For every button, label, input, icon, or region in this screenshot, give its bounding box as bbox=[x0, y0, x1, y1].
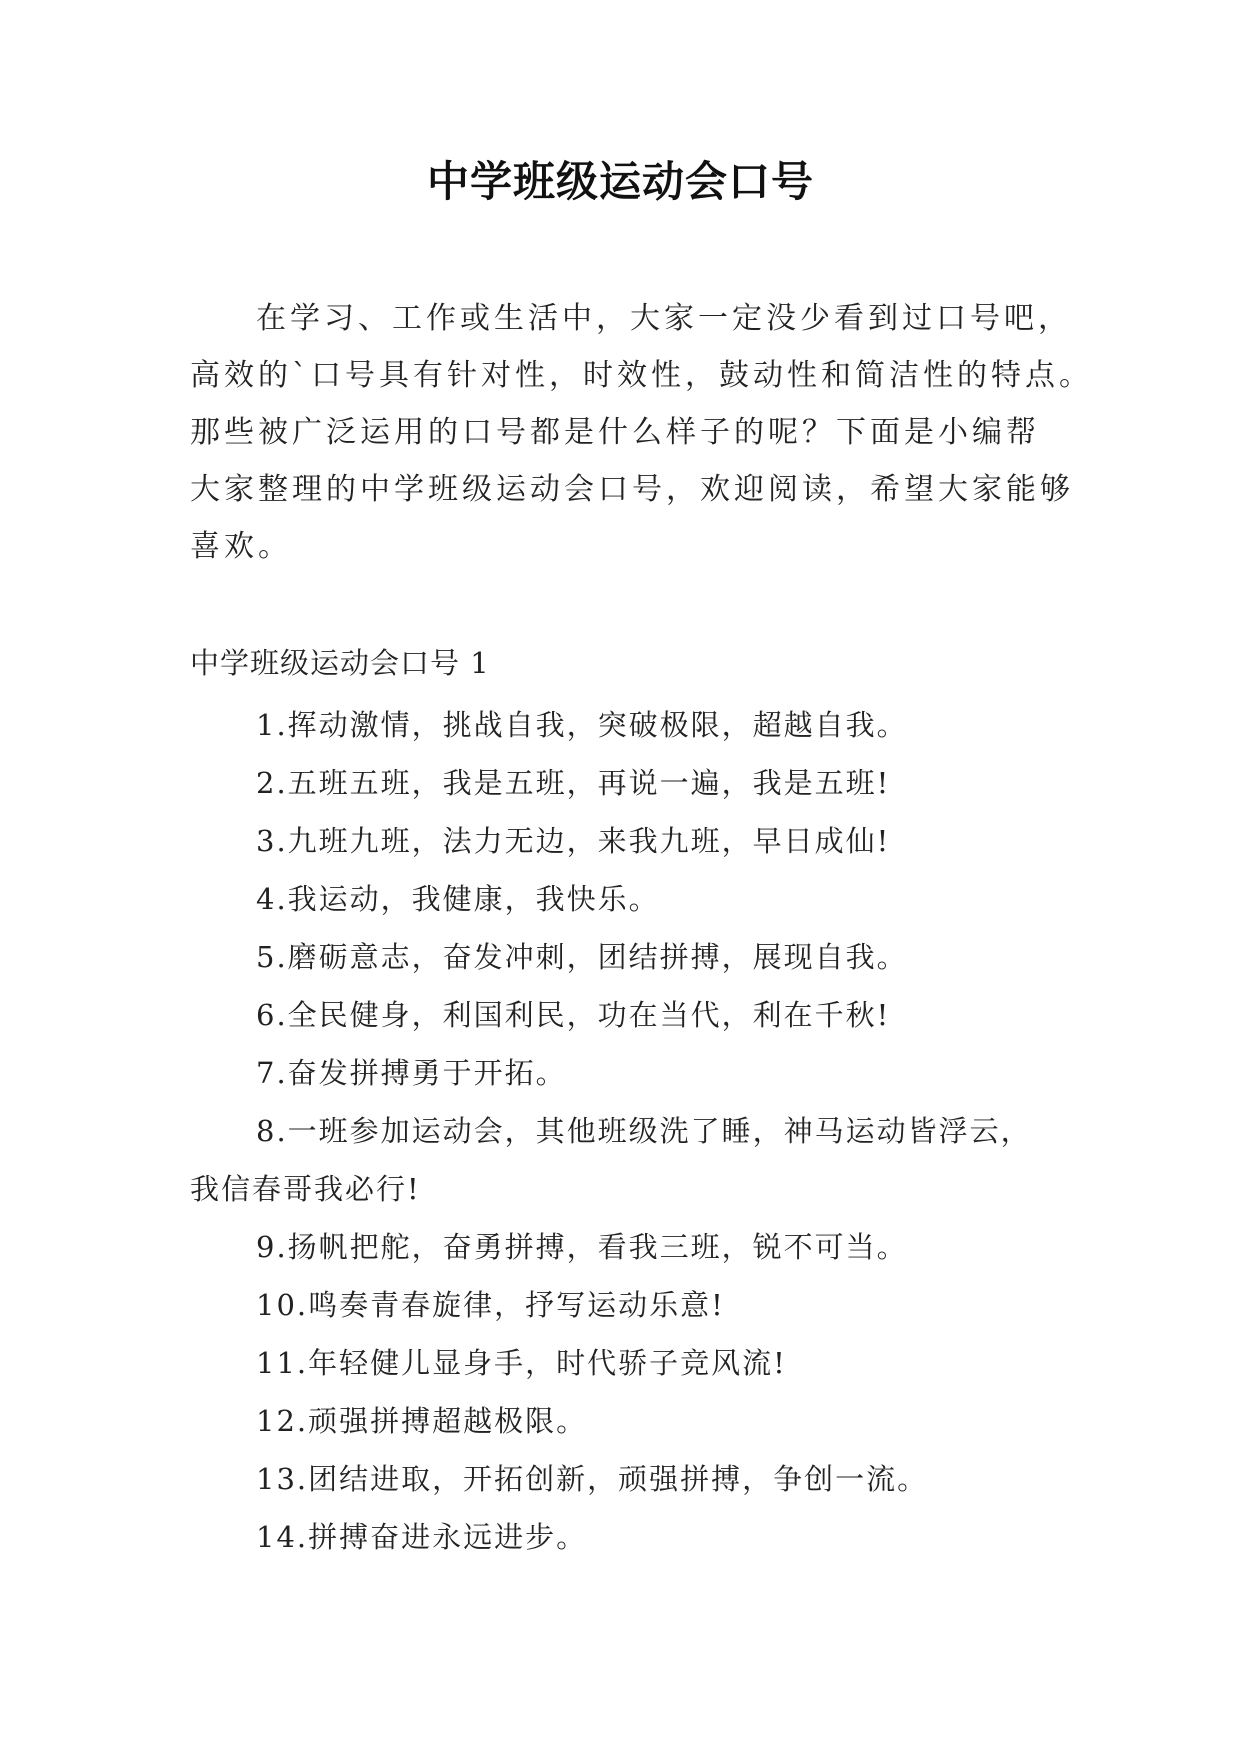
slogan-item: 11.年轻健儿显身手，时代骄子竞风流! bbox=[256, 1346, 787, 1380]
intro-paragraph bbox=[190, 290, 1093, 575]
intro-line: 在学习、工作或生活中，大家一定没少看到过口号吧， bbox=[256, 301, 1072, 336]
slogan-item: 2.五班五班，我是五班，再说一遍，我是五班! bbox=[256, 766, 891, 800]
slogan-item: 10.鸣奏青春旋律，抒写运动乐意! bbox=[256, 1288, 725, 1322]
intro-line: 那些被广泛运用的口号都是什么样子的呢？下面是小编帮 bbox=[190, 415, 1040, 450]
slogan-item: 7.奋发拼搏勇于开拓。 bbox=[256, 1056, 567, 1090]
slogan-item: 13.团结进取，开拓创新，顽强拼搏，争创一流。 bbox=[256, 1462, 929, 1496]
slogan-item: 5.磨砺意志，奋发冲刺，团结拼搏，展现自我。 bbox=[256, 940, 908, 974]
slogan-item: 4.我运动，我健康，我快乐。 bbox=[256, 882, 660, 916]
slogan-item: 9.扬帆把舵，奋勇拼搏，看我三班，锐不可当。 bbox=[256, 1230, 908, 1264]
slogan-list bbox=[190, 696, 1090, 1566]
document-title: 中学班级运动会口号 bbox=[426, 157, 814, 206]
section-heading: 中学班级运动会口号 1 bbox=[190, 646, 490, 680]
slogan-item: 6.全民健身，利国利民，功在当代，利在千秋! bbox=[256, 998, 891, 1032]
intro-line: 喜欢。 bbox=[190, 529, 292, 564]
slogan-item: 3.九班九班，法力无边，来我九班，早日成仙! bbox=[256, 824, 891, 858]
slogan-item: 14.拼搏奋进永远进步。 bbox=[256, 1520, 588, 1554]
slogan-item: 12.顽强拼搏超越极限。 bbox=[256, 1404, 588, 1438]
slogan-item-continuation: 我信春哥我必行! bbox=[190, 1172, 421, 1206]
slogan-item: 8.一班参加运动会，其他班级洗了睡，神马运动皆浮云， bbox=[256, 1114, 1032, 1148]
slogan-item: 1.挥动激情，挑战自我，突破极限，超越自我。 bbox=[256, 708, 908, 742]
intro-line: 高效的`口号具有针对性，时效性，鼓动性和简洁性的特点。 bbox=[190, 358, 1093, 393]
intro-line: 大家整理的中学班级运动会口号，欢迎阅读，希望大家能够 bbox=[190, 472, 1074, 507]
